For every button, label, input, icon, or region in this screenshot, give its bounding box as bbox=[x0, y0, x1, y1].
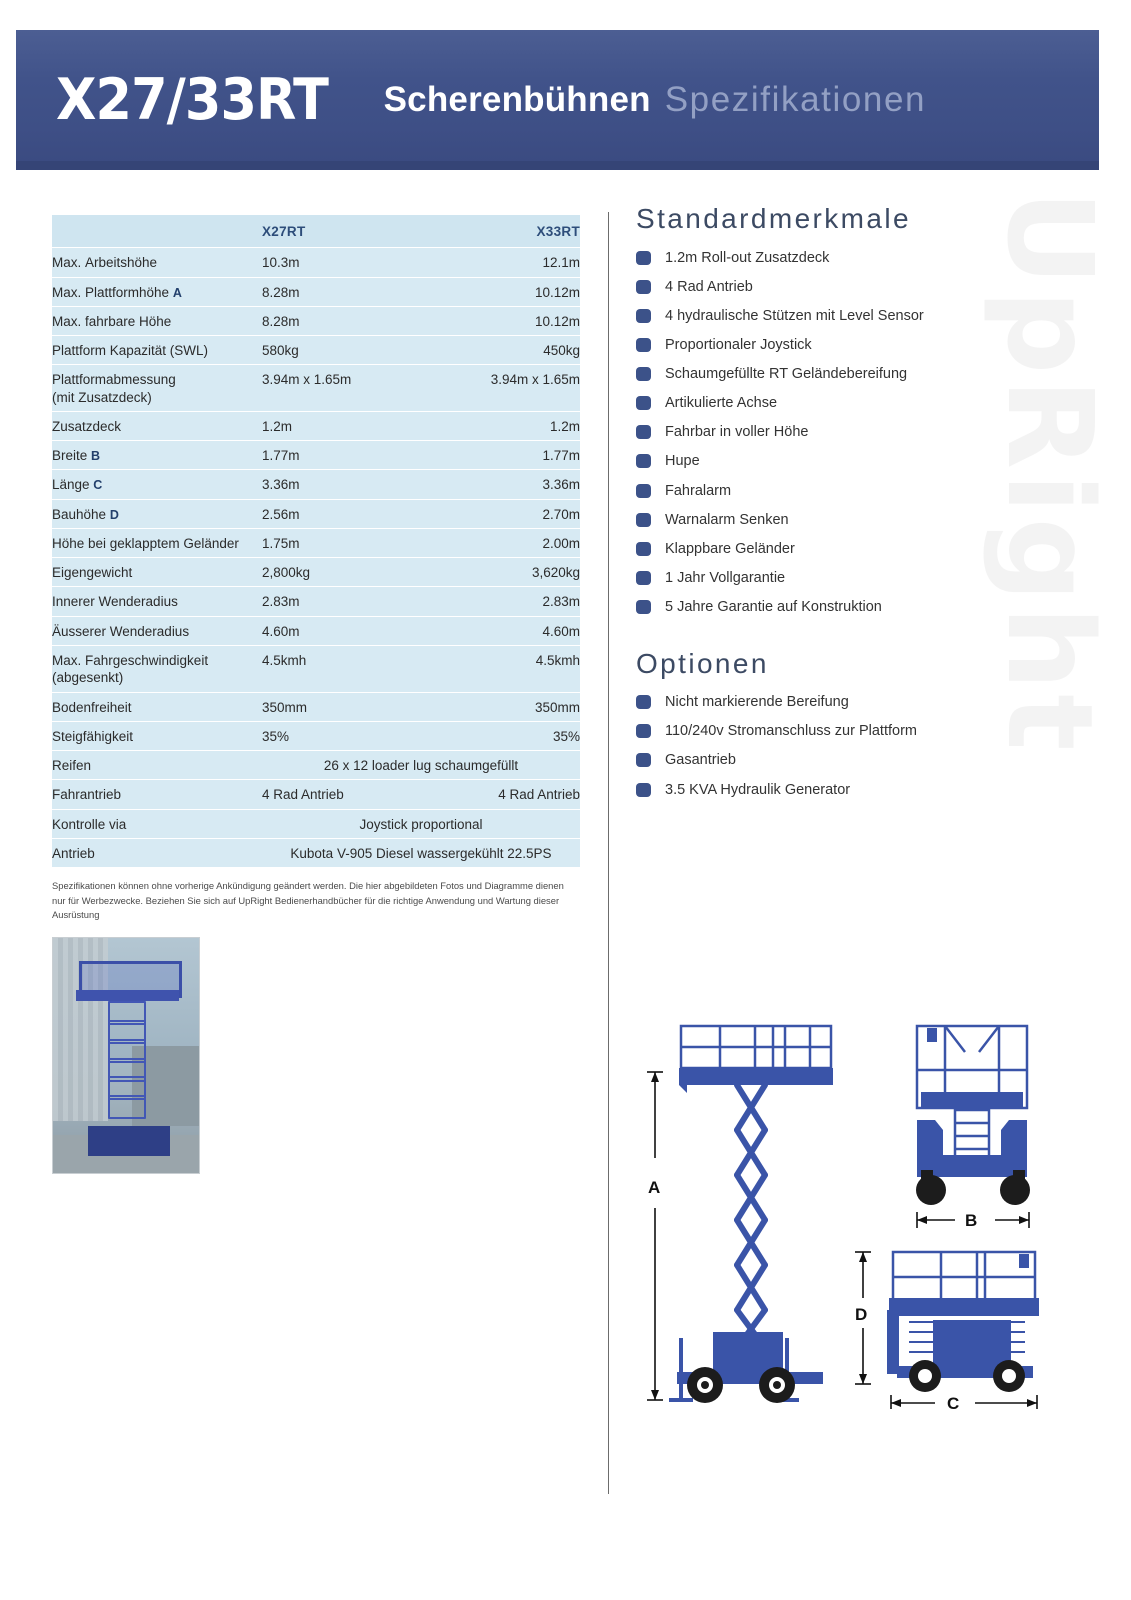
header-blank bbox=[52, 215, 262, 248]
bullet-square-icon bbox=[636, 753, 651, 767]
row-value-x33rt: 3.36m bbox=[542, 477, 580, 493]
dimension-ref: D bbox=[109, 507, 119, 522]
table-row bbox=[52, 306, 580, 335]
standard-feature-item bbox=[636, 330, 1066, 359]
table-row bbox=[52, 365, 580, 412]
standard-feature-item bbox=[636, 534, 1066, 563]
standard-feature-item-label: Fahrbar in voller Höhe bbox=[665, 424, 809, 441]
row-value-x33rt: 35% bbox=[552, 728, 580, 744]
row-value-x27rt: 35% bbox=[262, 728, 290, 744]
standard-feature-item bbox=[636, 593, 1066, 622]
row-value-x33rt: 2.00m bbox=[542, 535, 580, 551]
table-row bbox=[52, 838, 580, 867]
row-value-x33rt: 3,620kg bbox=[531, 565, 580, 581]
options-list bbox=[636, 688, 1066, 805]
standard-feature-item-label: Fahralarm bbox=[665, 482, 732, 499]
row-value-x33rt: 4 Rad Antrieb bbox=[498, 787, 580, 803]
dimension-d-label: D bbox=[855, 1305, 868, 1324]
bullet-square-icon bbox=[636, 280, 651, 294]
option-item-label: Gasantrieb bbox=[665, 752, 736, 769]
bullet-square-icon bbox=[636, 396, 651, 410]
dimension-diagrams bbox=[625, 980, 1055, 1410]
standard-feature-item-label: 5 Jahre Garantie auf Konstruktion bbox=[665, 599, 882, 615]
row-value-x33rt: 350mm bbox=[534, 699, 580, 715]
dimension-b-label: B bbox=[965, 1211, 978, 1230]
dimension-ref: A bbox=[172, 285, 182, 300]
standard-feature-item bbox=[636, 301, 1066, 330]
standard-feature-item bbox=[636, 563, 1066, 592]
disclaimer-text: Spezifikationen können ohne vorherige Ankündigung geändert werden. Die hier abgebildeten Fotos und Diagramme dienen nur für Werbezwecke. Beziehen Sie sich auf UpRight Bedienerhandbücher für die richtige Anwendung und Wartung dieser Ausrüstung bbox=[52, 880, 564, 921]
row-value-x27rt: 1.2m bbox=[262, 418, 293, 434]
diagrams-svg bbox=[625, 980, 1055, 1410]
elevated-lift-diagram bbox=[669, 1026, 833, 1403]
row-label: Zusatzdeck bbox=[52, 418, 122, 434]
row-label: Antrieb bbox=[52, 845, 95, 861]
dimension-a bbox=[647, 1072, 663, 1400]
product-photo bbox=[52, 937, 200, 1174]
model-title: X27/33RT bbox=[56, 66, 328, 133]
row-value-shared: Kubota V-905 Diesel wassergekühlt 22.5PS bbox=[290, 845, 552, 861]
row-value-x27rt: 4 Rad Antrieb bbox=[262, 787, 344, 803]
table-row bbox=[52, 411, 580, 440]
row-label: Äusserer Wenderadius bbox=[52, 623, 190, 639]
standard-feature-item-label: Proportionaler Joystick bbox=[665, 336, 812, 353]
row-value-x27rt: 2,800kg bbox=[262, 565, 311, 581]
standard-feature-item-label: Warnalarm Senken bbox=[665, 511, 789, 528]
row-value-x27rt: 3.36m bbox=[262, 477, 300, 493]
standard-feature-item bbox=[636, 360, 1066, 389]
standard-feature-item-label: 4 Rad Antrieb bbox=[665, 278, 753, 295]
row-label: Plattform Kapazität (SWL) bbox=[52, 343, 209, 359]
table-row bbox=[52, 751, 580, 780]
row-label: Max. fahrbare Höhe bbox=[52, 313, 172, 329]
row-label: Reifen bbox=[52, 758, 92, 774]
row-value-x33rt: 2.70m bbox=[542, 506, 580, 522]
page-subtitle: Spezifikationen bbox=[664, 80, 927, 119]
row-value-x33rt: 1.77m bbox=[542, 448, 580, 464]
specifications-table bbox=[52, 215, 580, 868]
row-label: Max. Arbeitshöhe bbox=[52, 255, 158, 271]
option-item-label: 3.5 KVA Hydraulik Generator bbox=[665, 781, 851, 798]
bullet-square-icon bbox=[636, 367, 651, 381]
row-value-x33rt: 450kg bbox=[543, 343, 580, 359]
option-item bbox=[636, 775, 1066, 804]
table-row bbox=[52, 780, 580, 809]
row-label: Kontrolle via bbox=[52, 816, 127, 832]
standard-feature-item-label: Schaumgefüllte RT Geländebereifung bbox=[665, 366, 908, 382]
option-item bbox=[636, 746, 1066, 775]
row-value-x27rt: 4.60m bbox=[262, 623, 300, 639]
row-value-x27rt: 2.83m bbox=[262, 594, 300, 610]
standard-feature-item-label: 1 Jahr Vollgarantie bbox=[665, 569, 786, 586]
table-row bbox=[52, 721, 580, 750]
product-type: Scherenbühnen bbox=[383, 80, 651, 119]
table-row bbox=[52, 616, 580, 645]
standard-feature-item bbox=[636, 243, 1066, 272]
standard-feature-item bbox=[636, 505, 1066, 534]
dimension-a-label: A bbox=[648, 1178, 661, 1197]
bullet-square-icon bbox=[636, 600, 651, 614]
bullet-square-icon bbox=[636, 542, 651, 556]
features-column bbox=[636, 203, 1066, 804]
standard-feature-item bbox=[636, 476, 1066, 505]
bullet-square-icon bbox=[636, 724, 651, 738]
row-label: Innerer Wenderadius bbox=[52, 594, 178, 610]
row-label: Länge C bbox=[52, 477, 103, 493]
bullet-square-icon bbox=[636, 309, 651, 323]
row-value-x33rt: 3.94m x 1.65m bbox=[490, 372, 580, 388]
option-item bbox=[636, 688, 1066, 717]
options-heading: Optionen bbox=[636, 647, 769, 679]
standard-features-list bbox=[636, 243, 1066, 622]
row-value-x33rt: 10.12m bbox=[534, 313, 580, 329]
standard-feature-item-label: 4 hydraulische Stützen mit Level Sensor bbox=[665, 307, 924, 324]
header-x33rt: X33RT bbox=[536, 224, 580, 239]
table-row bbox=[52, 587, 580, 616]
table-row bbox=[52, 470, 580, 499]
row-value-x33rt: 4.5kmh bbox=[535, 652, 580, 668]
bullet-square-icon bbox=[636, 513, 651, 527]
row-value-x33rt: 10.12m bbox=[534, 284, 580, 300]
standard-feature-item-label: 1.2m Roll-out Zusatzdeck bbox=[665, 249, 830, 266]
bullet-square-icon bbox=[636, 783, 651, 797]
row-value-x27rt: 8.28m bbox=[262, 313, 300, 329]
column-divider bbox=[608, 212, 609, 1494]
row-label: Höhe bei geklapptem Geländer bbox=[52, 535, 239, 551]
row-value-x33rt: 1.2m bbox=[549, 418, 580, 434]
table-row bbox=[52, 336, 580, 365]
row-value-x27rt: 1.77m bbox=[262, 448, 300, 464]
table-row bbox=[52, 248, 580, 277]
row-value-x27rt: 1.75m bbox=[262, 535, 300, 551]
row-label: Steigfähigkeit bbox=[52, 728, 134, 744]
table-row bbox=[52, 277, 580, 306]
row-value-x33rt: 2.83m bbox=[542, 594, 580, 610]
row-value-shared: Joystick proportional bbox=[359, 816, 483, 832]
bullet-square-icon bbox=[636, 484, 651, 498]
dimension-ref: C bbox=[93, 478, 103, 493]
standard-feature-item bbox=[636, 389, 1066, 418]
row-value-x27rt: 4.5kmh bbox=[262, 652, 307, 668]
row-value-x27rt: 2.56m bbox=[262, 506, 300, 522]
row-label: Eigengewicht bbox=[52, 565, 133, 581]
bullet-square-icon bbox=[636, 251, 651, 265]
table-row bbox=[52, 441, 580, 470]
table-row bbox=[52, 558, 580, 587]
table-header-row bbox=[52, 215, 580, 248]
row-value-x33rt: 4.60m bbox=[542, 623, 580, 639]
table-row bbox=[52, 809, 580, 838]
row-label: Max. Fahrgeschwindigkeit (abgesenkt) bbox=[52, 652, 209, 686]
table-row bbox=[52, 692, 580, 721]
row-label: Plattformabmessung (mit Zusatzdeck) bbox=[52, 372, 176, 405]
bullet-square-icon bbox=[636, 695, 651, 709]
standard-feature-item-label: Hupe bbox=[665, 453, 700, 470]
row-value-x27rt: 10.3m bbox=[262, 255, 300, 271]
standard-feature-item bbox=[636, 447, 1066, 476]
row-value-x33rt: 12.1m bbox=[542, 255, 580, 271]
specifications-column bbox=[52, 215, 580, 1174]
table-row bbox=[52, 528, 580, 557]
side-view-diagram bbox=[887, 1252, 1039, 1392]
option-item-label: Nicht markierende Bereifung bbox=[665, 694, 849, 711]
standard-feature-item bbox=[636, 418, 1066, 447]
row-label: Bodenfreiheit bbox=[52, 699, 132, 715]
dimension-c-label: C bbox=[947, 1394, 960, 1410]
standard-feature-item-label: Klappbare Geländer bbox=[665, 540, 795, 557]
header-banner bbox=[16, 30, 1099, 170]
row-value-x27rt: 3.94m x 1.65m bbox=[262, 372, 352, 388]
bullet-square-icon bbox=[636, 338, 651, 352]
dimension-ref: B bbox=[91, 449, 101, 464]
option-item-label: 110/240v Stromanschluss zur Plattform bbox=[665, 723, 917, 740]
row-value-x27rt: 8.28m bbox=[262, 284, 300, 300]
bullet-square-icon bbox=[636, 571, 651, 585]
bullet-square-icon bbox=[636, 454, 651, 468]
standard-features-heading: Standardmerkmale bbox=[636, 203, 911, 234]
option-item bbox=[636, 717, 1066, 746]
row-label: Breite B bbox=[52, 448, 101, 464]
row-label: Bauhöhe D bbox=[52, 506, 119, 522]
header-x27rt: X27RT bbox=[262, 224, 306, 239]
row-value-x27rt: 580kg bbox=[262, 343, 299, 359]
front-view-diagram bbox=[916, 1026, 1030, 1205]
standard-feature-item-label: Artikulierte Achse bbox=[665, 395, 778, 412]
table-row bbox=[52, 499, 580, 528]
row-value-x27rt: 350mm bbox=[262, 699, 308, 715]
row-label: Fahrantrieb bbox=[52, 787, 122, 803]
bullet-square-icon bbox=[636, 425, 651, 439]
row-value-shared: 26 x 12 loader lug schaumgefüllt bbox=[323, 758, 519, 774]
table-row bbox=[52, 645, 580, 692]
standard-feature-item bbox=[636, 272, 1066, 301]
row-label: Max. Plattformhöhe A bbox=[52, 284, 182, 300]
dimension-c bbox=[891, 1395, 1037, 1409]
